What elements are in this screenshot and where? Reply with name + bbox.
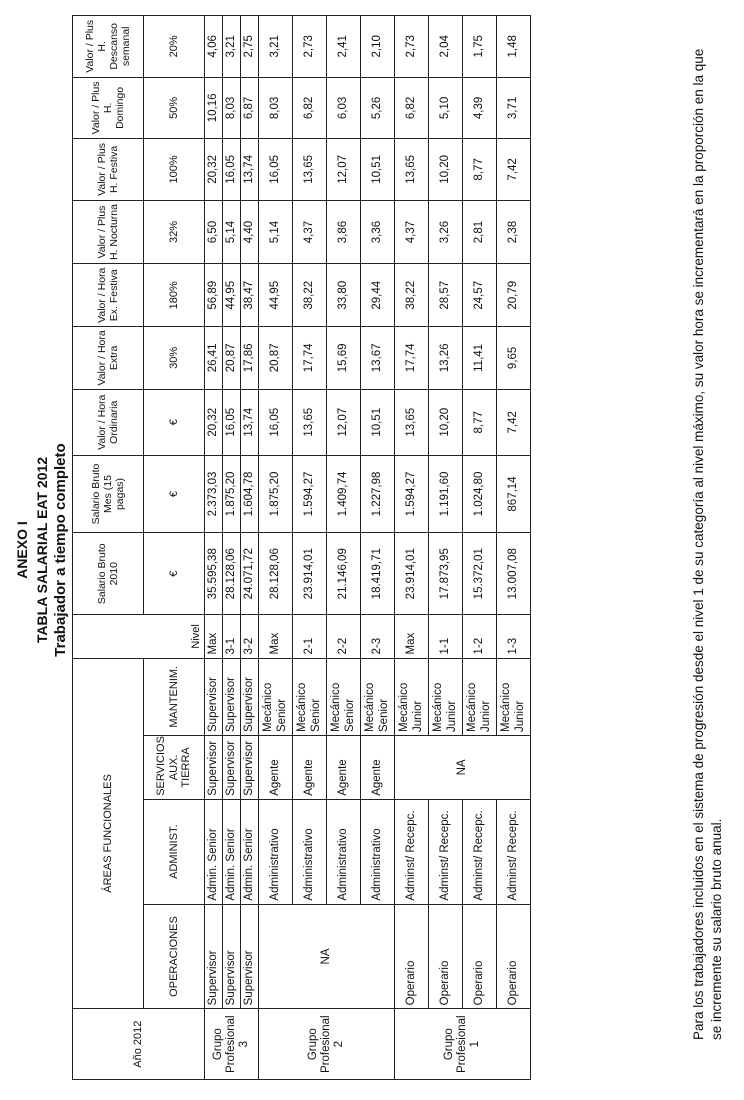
- value-cell: 24.071,72: [241, 533, 259, 615]
- value-cell: 17,74: [293, 327, 327, 390]
- value-col-header: Valor / Hora Ordinaria: [73, 389, 144, 455]
- value-cell: 1.024,80: [463, 455, 497, 532]
- administ-cell: Adminst/ Recepc.: [429, 799, 463, 904]
- value-cell: 23.914,01: [293, 533, 327, 615]
- administ-cell: Admin. Senior: [223, 799, 241, 904]
- mantenim-cell: Supervisor: [223, 658, 241, 735]
- operaciones-cell: Operario: [395, 904, 429, 1009]
- mantenim-cell: Mecánico Junior: [395, 658, 429, 735]
- administ-cell: Administrativo: [361, 799, 395, 904]
- value-cell: 1.604,78: [241, 455, 259, 532]
- areas-header: ÁREAS FUNCIONALES: [73, 658, 144, 1009]
- value-col-unit: 20%: [144, 16, 205, 78]
- administ-cell: Administrativo: [293, 799, 327, 904]
- value-col-header: Valor / Plus H. Descanso semanal: [73, 16, 144, 78]
- value-cell: 2,81: [463, 200, 497, 264]
- value-cell: 4,39: [463, 77, 497, 139]
- nivel-cell: 2-2: [327, 615, 361, 658]
- operaciones-cell: Supervisor: [205, 904, 223, 1009]
- value-col-unit: 180%: [144, 264, 205, 327]
- value-cell: 5,26: [361, 77, 395, 139]
- value-cell: 18.419,71: [361, 533, 395, 615]
- value-col-unit: 50%: [144, 77, 205, 139]
- value-cell: 28.128,06: [223, 533, 241, 615]
- nivel-cell: 3-1: [223, 615, 241, 658]
- value-cell: 26,41: [205, 327, 223, 390]
- value-cell: 9,65: [497, 327, 531, 390]
- salary-table: [72, 15, 531, 1080]
- year-header: Año 2012: [73, 1009, 205, 1080]
- value-cell: 8,77: [463, 139, 497, 201]
- value-cell: 44,95: [223, 264, 241, 327]
- mantenim-cell: Mecánico Junior: [463, 658, 497, 735]
- value-cell: 4,37: [395, 200, 429, 264]
- mantenim-header: MANTENIM.: [144, 658, 205, 735]
- value-col-unit: €: [144, 533, 205, 615]
- value-cell: 3,36: [361, 200, 395, 264]
- value-col-header: Valor / Plus H. Domingo: [73, 77, 144, 139]
- administ-header: ADMINIST.: [144, 799, 205, 904]
- value-cell: 4,37: [293, 200, 327, 264]
- value-cell: 7,42: [497, 139, 531, 201]
- administ-cell: Adminst/ Recepc.: [395, 799, 429, 904]
- value-cell: 5,10: [429, 77, 463, 139]
- value-col-header: Valor / Plus H. Nocturna: [73, 200, 144, 264]
- administ-cell: Admin. Senior: [241, 799, 259, 904]
- value-cell: 10,20: [429, 389, 463, 455]
- value-cell: 2.373,03: [205, 455, 223, 532]
- nivel-cell: 1-1: [429, 615, 463, 658]
- value-cell: 12,07: [327, 389, 361, 455]
- table-row: [241, 16, 259, 1080]
- administ-cell: Administrativo: [327, 799, 361, 904]
- value-cell: 33,80: [327, 264, 361, 327]
- servicios-cell: Supervisor: [205, 736, 223, 800]
- value-cell: 15,69: [327, 327, 361, 390]
- operaciones-cell: Operario: [497, 904, 531, 1009]
- value-cell: 10,20: [429, 139, 463, 201]
- value-cell: 20,87: [259, 327, 293, 390]
- value-col-unit: €: [144, 389, 205, 455]
- servicios-cell: NA: [395, 736, 531, 800]
- servicios-cell: Supervisor: [241, 736, 259, 800]
- annex-title: ANEXO I: [14, 521, 30, 579]
- value-cell: 3,86: [327, 200, 361, 264]
- value-cell: 13,26: [429, 327, 463, 390]
- value-cell: 20,32: [205, 139, 223, 201]
- value-col-header: Valor / Hora Ex. Festiva: [73, 264, 144, 327]
- servicios-cell: Agente: [361, 736, 395, 800]
- table-row: [223, 16, 241, 1080]
- value-cell: 13,65: [293, 389, 327, 455]
- value-cell: 10,16: [205, 77, 223, 139]
- value-cell: 38,47: [241, 264, 259, 327]
- value-cell: 10,51: [361, 139, 395, 201]
- value-cell: 13,74: [241, 139, 259, 201]
- value-cell: 29,44: [361, 264, 395, 327]
- value-cell: 3,21: [259, 16, 293, 78]
- table-row: [463, 16, 497, 1080]
- value-cell: 6,87: [241, 77, 259, 139]
- value-cell: 13.007,08: [497, 533, 531, 615]
- value-cell: 20,87: [223, 327, 241, 390]
- value-cell: 5,14: [259, 200, 293, 264]
- value-cell: 1.875,20: [259, 455, 293, 532]
- value-cell: 3,71: [497, 77, 531, 139]
- value-cell: 1.875,20: [223, 455, 241, 532]
- value-cell: 12,07: [327, 139, 361, 201]
- value-cell: 16,05: [259, 139, 293, 201]
- value-cell: 28,57: [429, 264, 463, 327]
- value-cell: 1,48: [497, 16, 531, 78]
- value-cell: 38,22: [395, 264, 429, 327]
- mantenim-cell: Mecánico Senior: [361, 658, 395, 735]
- value-cell: 13,74: [241, 389, 259, 455]
- value-cell: 16,05: [223, 389, 241, 455]
- value-cell: 2,38: [497, 200, 531, 264]
- operaciones-cell: Supervisor: [241, 904, 259, 1009]
- value-cell: 35.595,38: [205, 533, 223, 615]
- table-subtitle: Trabajador a tiempo completo: [52, 443, 69, 657]
- value-cell: 2,41: [327, 16, 361, 78]
- table-row: [205, 16, 223, 1080]
- table-row: [429, 16, 463, 1080]
- value-cell: 8,03: [259, 77, 293, 139]
- value-cell: 13,65: [395, 139, 429, 201]
- mantenim-cell: Mecánico Junior: [429, 658, 463, 735]
- nivel-cell: 2-3: [361, 615, 395, 658]
- value-cell: 1.227,98: [361, 455, 395, 532]
- operaciones-cell: Operario: [463, 904, 497, 1009]
- mantenim-cell: Mecánico Senior: [259, 658, 293, 735]
- nivel-cell: Max: [395, 615, 429, 658]
- table-title: TABLA SALARIAL EAT 2012: [34, 456, 50, 644]
- value-cell: 8,03: [223, 77, 241, 139]
- administ-cell: Adminst/ Recepc.: [497, 799, 531, 904]
- value-col-unit: 32%: [144, 200, 205, 264]
- nivel-cell: 3-2: [241, 615, 259, 658]
- value-cell: 8,77: [463, 389, 497, 455]
- value-cell: 1.594,27: [293, 455, 327, 532]
- value-cell: 3,21: [223, 16, 241, 78]
- servicios-cell: Agente: [293, 736, 327, 800]
- group-name: Grupo Profesional 3: [205, 1009, 259, 1080]
- value-cell: 10,51: [361, 389, 395, 455]
- mantenim-cell: Mecánico Junior: [497, 658, 531, 735]
- footnote: Para los trabajadores incluidos en el sistema de progresión desde el nivel 1 de su categoría al nivel máximo, su valor hora se incrementará en la proporción en la que se incremente su salario bruto anual.: [691, 48, 725, 1040]
- value-cell: 6,82: [293, 77, 327, 139]
- value-cell: 17,86: [241, 327, 259, 390]
- value-cell: 1.594,27: [395, 455, 429, 532]
- value-cell: 6,50: [205, 200, 223, 264]
- value-cell: 2,75: [241, 16, 259, 78]
- nivel-cell: 1-3: [497, 615, 531, 658]
- operaciones-cell: Operario: [429, 904, 463, 1009]
- value-cell: 23.914,01: [395, 533, 429, 615]
- value-cell: 38,22: [293, 264, 327, 327]
- operaciones-cell: NA: [259, 904, 395, 1009]
- value-cell: 28.128,06: [259, 533, 293, 615]
- value-cell: 1.191,60: [429, 455, 463, 532]
- value-cell: 1.409,74: [327, 455, 361, 532]
- value-cell: 16,05: [259, 389, 293, 455]
- value-cell: 15.372,01: [463, 533, 497, 615]
- value-cell: 1,75: [463, 16, 497, 78]
- table-row: [259, 16, 293, 1080]
- value-cell: 17,74: [395, 327, 429, 390]
- value-col-unit: 30%: [144, 327, 205, 390]
- mantenim-cell: Supervisor: [205, 658, 223, 735]
- administ-cell: Adminst/ Recepc.: [463, 799, 497, 904]
- value-cell: 13,65: [293, 139, 327, 201]
- value-cell: 16,05: [223, 139, 241, 201]
- value-cell: 21.146,09: [327, 533, 361, 615]
- value-cell: 2,73: [293, 16, 327, 78]
- value-col-header: Salario Bruto 2010: [73, 533, 144, 615]
- value-cell: 11,41: [463, 327, 497, 390]
- value-col-unit: €: [144, 455, 205, 532]
- servicios-header: SERVICIOS AUX. TIERRA: [144, 736, 205, 800]
- value-col-header: Salario Bruto Mes (15 pagas): [73, 455, 144, 532]
- value-cell: 56,89: [205, 264, 223, 327]
- nivel-cell: Max: [259, 615, 293, 658]
- value-cell: 2,10: [361, 16, 395, 78]
- table-row: [395, 16, 429, 1080]
- nivel-cell: Max: [205, 615, 223, 658]
- value-cell: 867,14: [497, 455, 531, 532]
- servicios-cell: Agente: [327, 736, 361, 800]
- operaciones-cell: Supervisor: [223, 904, 241, 1009]
- value-cell: 4,40: [241, 200, 259, 264]
- value-cell: 6,03: [327, 77, 361, 139]
- mantenim-cell: Supervisor: [241, 658, 259, 735]
- group-name: Grupo Profesional 2: [259, 1009, 395, 1080]
- table-row: [497, 16, 531, 1080]
- value-cell: 20,32: [205, 389, 223, 455]
- operaciones-header: OPERACIONES: [144, 904, 205, 1009]
- value-cell: 7,42: [497, 389, 531, 455]
- value-cell: 13,65: [395, 389, 429, 455]
- value-col-header: Valor / Hora Extra: [73, 327, 144, 390]
- servicios-cell: Supervisor: [223, 736, 241, 800]
- value-cell: 20,79: [497, 264, 531, 327]
- value-cell: 44,95: [259, 264, 293, 327]
- value-cell: 2,04: [429, 16, 463, 78]
- value-cell: 5,14: [223, 200, 241, 264]
- mantenim-cell: Mecánico Senior: [327, 658, 361, 735]
- value-cell: 2,73: [395, 16, 429, 78]
- nivel-header: Nivel: [73, 615, 205, 658]
- value-cell: 24,57: [463, 264, 497, 327]
- administ-cell: Administrativo: [259, 799, 293, 904]
- nivel-cell: 1-2: [463, 615, 497, 658]
- administ-cell: Admin. Senior: [205, 799, 223, 904]
- value-cell: 3,26: [429, 200, 463, 264]
- value-col-unit: 100%: [144, 139, 205, 201]
- servicios-cell: Agente: [259, 736, 293, 800]
- value-cell: 13,67: [361, 327, 395, 390]
- value-cell: 6,82: [395, 77, 429, 139]
- nivel-cell: 2-1: [293, 615, 327, 658]
- value-cell: 17.873,95: [429, 533, 463, 615]
- value-cell: 4,06: [205, 16, 223, 78]
- group-name: Grupo Profesional 1: [395, 1009, 531, 1080]
- value-col-header: Valor / Plus H. Festiva: [73, 139, 144, 201]
- salary-table-body: [205, 16, 531, 1080]
- mantenim-cell: Mecánico Senior: [293, 658, 327, 735]
